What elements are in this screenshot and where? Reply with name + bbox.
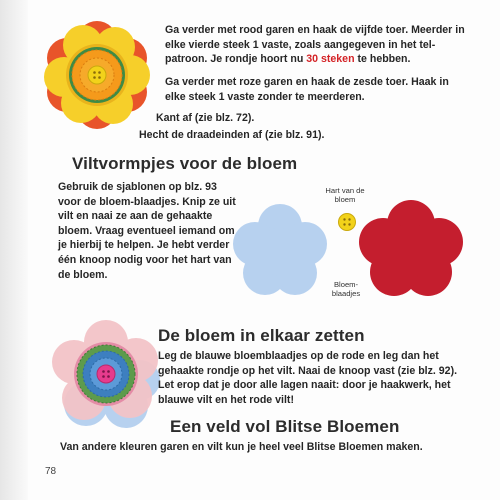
crochet-flower-pink-image bbox=[46, 314, 166, 434]
intro-text-a: Ga verder met rood garen en haak de vijfde toer. Meerder in elke vierde steek 1 vaste, zoals aangegeven in het tel-patroon. Je rondje hoort nu bbox=[165, 24, 465, 66]
page-gutter bbox=[0, 0, 28, 500]
intro-paragraph-1 bbox=[165, 23, 465, 67]
red-felt-petals-image bbox=[356, 200, 466, 300]
blue-felt-petals-image bbox=[230, 202, 330, 302]
section-heading-assemble: De bloem in elkaar zetten bbox=[158, 326, 365, 345]
hecht-line: Hecht de draadeinden af (zie blz. 91). bbox=[139, 129, 325, 141]
section1-body: Gebruik de sjablonen op blz. 93 voor de bloem-blaadjes. Knip ze uit vilt en naai ze aan de gehaakte bloem. Vraag eventueel iemand om je hierbij te helpen. Je hebt verder één knoop nodig voor het hart van de bloem. bbox=[58, 181, 236, 281]
label-heart-of-flower: Hart van de bloem bbox=[325, 186, 365, 204]
intro-text-b: te hebben. bbox=[354, 53, 411, 66]
yellow-button-image bbox=[337, 212, 357, 232]
stitch-count-highlight: 30 steken bbox=[306, 53, 355, 66]
kant-af-line: Kant af (zie blz. 72). bbox=[156, 112, 255, 124]
section-heading-blitse-bloemen: Een veld vol Blitse Bloemen bbox=[170, 417, 400, 436]
crochet-flower-yellow-image bbox=[42, 20, 152, 130]
label-petals: Bloem-blaadjes bbox=[331, 280, 361, 298]
section-heading-viltvormpjes: Viltvormpjes voor de bloem bbox=[72, 154, 298, 173]
page-number: 78 bbox=[45, 466, 57, 477]
section2-body: Leg de blauwe bloemblaadjes op de rode en leg dan het gehaakte rondje op het vilt. Naai de knoop vast (zie blz. 92). Let erop dat je door alle lagen naait: door je haakwerk, het blauwe vilt en het rode vilt! bbox=[158, 350, 458, 406]
section3-body: Van andere kleuren garen en vilt kun je heel veel Blitse Bloemen maken. bbox=[60, 441, 423, 453]
intro-paragraph-2: Ga verder met roze garen en haak de zesde toer. Haak in elke steek 1 vaste zonder te meerderen. bbox=[165, 76, 449, 103]
